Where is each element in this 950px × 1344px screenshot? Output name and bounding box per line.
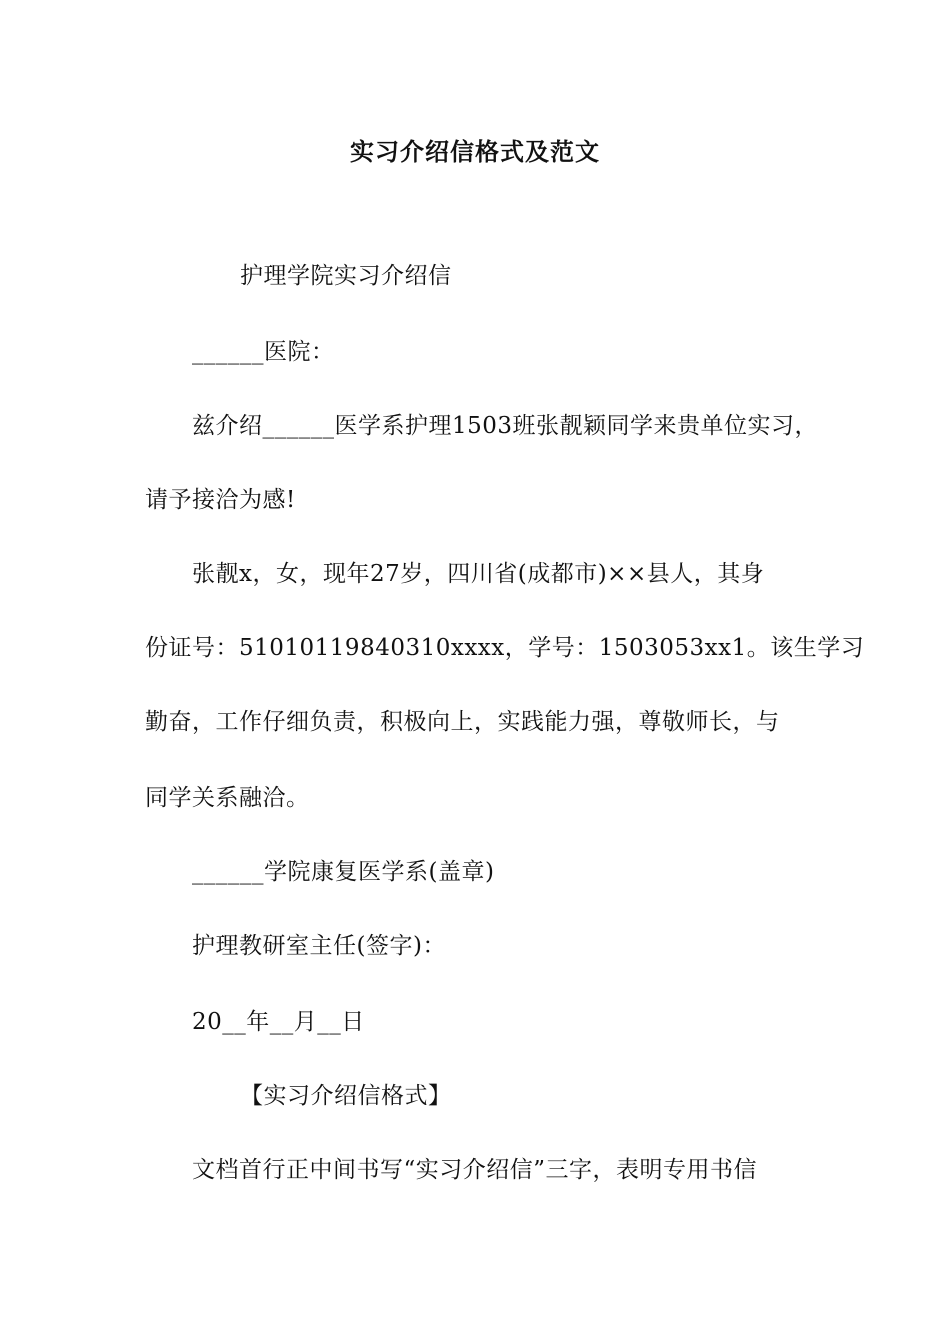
introduction-line-2: 请予接洽为感!	[145, 487, 296, 513]
recipient-hospital-line: ______医院：	[192, 339, 335, 365]
introduction-line-1: 兹介绍______医学系护理1503班张靓颖同学来贵单位实习，	[192, 413, 819, 439]
letter-heading: 护理学院实习介绍信	[240, 263, 452, 289]
format-section-heading: 【实习介绍信格式】	[240, 1083, 452, 1109]
student-info-line-3: 勤奋，工作仔细负责，积极向上，实践能力强，尊敬师长，与	[145, 709, 780, 735]
signature-line: 护理教研室主任(签字)：	[192, 933, 446, 959]
format-description-line-1: 文档首行正中间书写“实习介绍信”三字，表明专用书信	[192, 1157, 758, 1183]
student-info-line-1: 张靓x，女，现年27岁，四川省(成都市)××县人，其身	[192, 561, 765, 587]
document-title: 实习介绍信格式及范文	[350, 137, 600, 166]
seal-line: ______学院康复医学系(盖章)	[192, 859, 495, 885]
student-info-line-4: 同学关系融洽。	[145, 785, 310, 811]
student-info-line-2: 份证号：51010119840310xxxx，学号：1503053xx1。该生学习	[145, 635, 865, 661]
date-line: 20__年__月__日	[192, 1009, 365, 1035]
